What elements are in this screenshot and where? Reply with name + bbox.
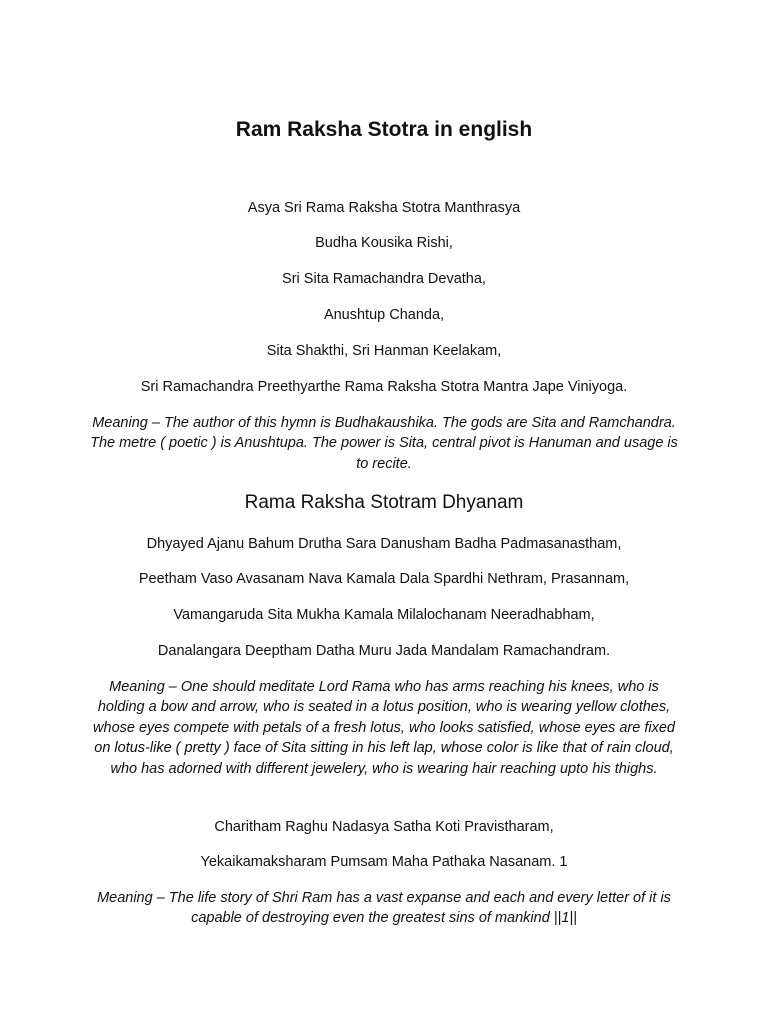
intro-line: Sri Ramachandra Preethyarthe Rama Raksha Stotra Mantra Jape Viniyoga. bbox=[140, 379, 628, 395]
dhyanam-line: Dhyayed Ajanu Bahum Drutha Sara Danusham Badha Padmasanastham, bbox=[146, 536, 622, 552]
intro-line: Asya Sri Rama Raksha Stotra Manthrasya bbox=[247, 200, 521, 216]
intro-line: Anushtup Chanda, bbox=[323, 307, 445, 323]
dhyanam-line: Danalangara Deeptham Datha Muru Jada Mandalam Ramachandram. bbox=[157, 643, 611, 659]
intro-line: Sri Sita Ramachandra Devatha, bbox=[282, 271, 486, 287]
verse-line: Charitham Raghu Nadasya Satha Koti Pravistharam, bbox=[214, 819, 554, 835]
dhyanam-line: Peetham Vaso Avasanam Nava Kamala Dala Spardhi Nethram, Prasannam, bbox=[138, 571, 630, 587]
meaning-paragraph-3: Meaning – The life story of Shri Ram has a vast expanse and each and every letter of it is capable of destroying even the greatest sins of mankind ||1|| bbox=[97, 890, 671, 927]
intro-line: Sita Shakthi, Sri Hanman Keelakam, bbox=[266, 343, 502, 359]
dhyanam-line: Vamangaruda Sita Mukha Kamala Milalochanam Neeradhabham, bbox=[173, 607, 595, 623]
section-heading: Rama Raksha Stotram Dhyanam bbox=[244, 492, 524, 513]
meaning-paragraph-1: Meaning – The author of this hymn is Budhakaushika. The gods are Sita and Ramchandra. The metre ( poetic ) is Anushtupa. The power is Sita, central pivot is Hanuman and usage is to recite. bbox=[90, 415, 678, 472]
intro-line: Budha Kousika Rishi, bbox=[315, 235, 453, 251]
meaning-paragraph-2: Meaning – One should meditate Lord Rama who has arms reaching his knees, who is holding a bow and arrow, who is seated in a lotus position, who is wearing yellow clothes, whose eyes compete with petals of a fresh lotus, who looks satisfied, whose eyes are fixed on lotus-like ( pretty ) face of Sita sitting in his left lap, whose color is like that of rain cloud, who has adorned with different jewelery, who is wearing hair reaching upto his thighs. bbox=[93, 679, 675, 777]
document-title: Ram Raksha Stotra in english bbox=[235, 118, 533, 141]
verse-line: Yekaikamaksharam Pumsam Maha Pathaka Nasanam. 1 bbox=[200, 854, 568, 870]
